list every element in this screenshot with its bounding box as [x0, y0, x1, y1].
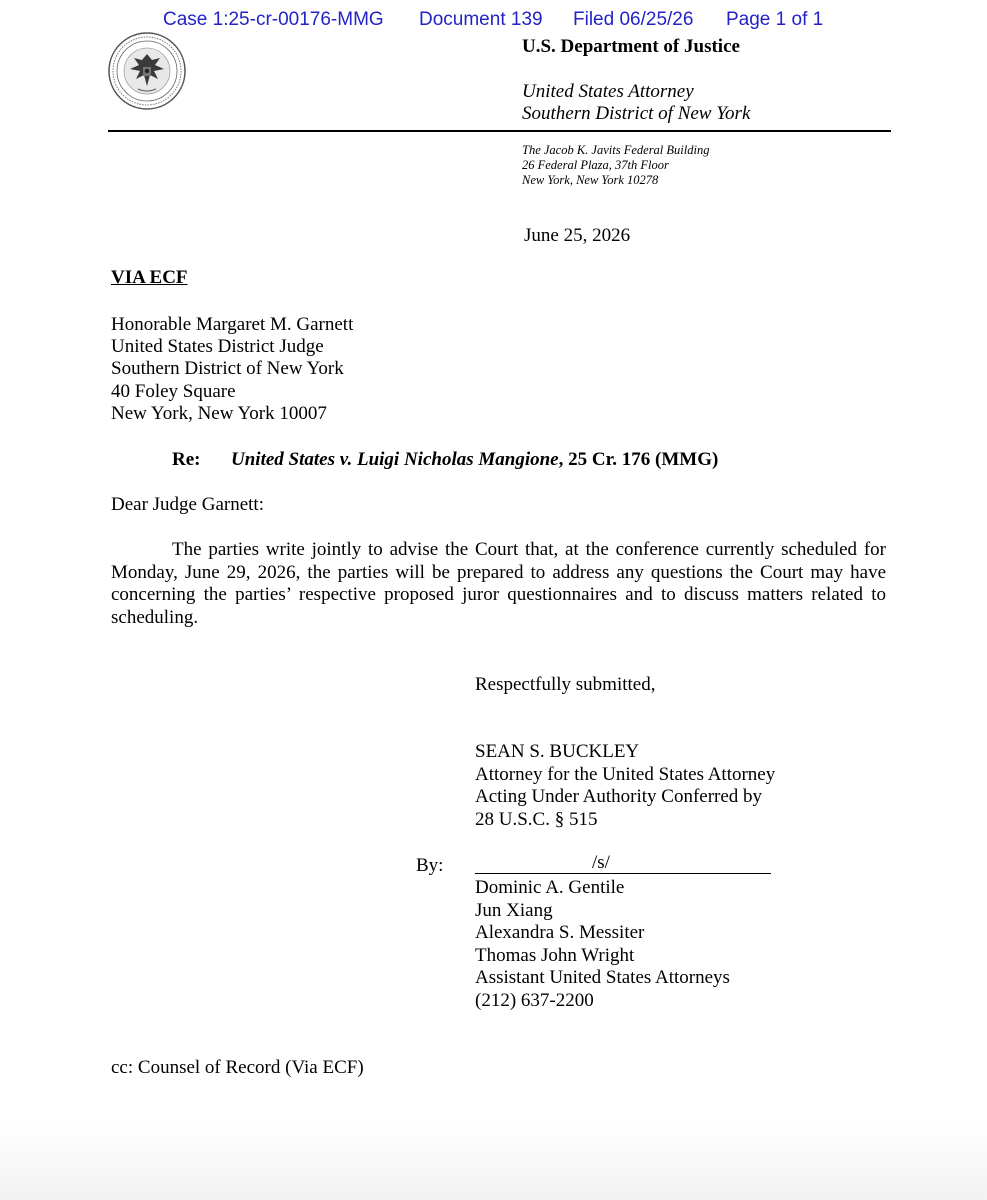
ecf-document-number: Document 139: [419, 9, 543, 30]
signatory-line: SEAN S. BUCKLEY: [475, 741, 640, 762]
attorney-line: Assistant United States Attorneys: [475, 967, 730, 988]
signature-line: [475, 873, 771, 874]
office-address-line: The Jacob K. Javits Federal Building: [522, 143, 710, 157]
doj-seal-icon: [108, 32, 186, 110]
attorney-line: Alexandra S. Messiter: [475, 922, 645, 943]
letterhead-rule: [108, 130, 891, 132]
attorney-line: Thomas John Wright: [475, 945, 635, 966]
recipient-line: Honorable Margaret M. Garnett: [111, 314, 354, 335]
office-address-line: 26 Federal Plaza, 37th Floor: [522, 158, 669, 172]
recipient-line: New York, New York 10007: [111, 403, 327, 424]
office-title: United States Attorney: [522, 81, 694, 102]
office-district: Southern District of New York: [522, 103, 751, 124]
page-bottom-shade: [0, 1120, 987, 1200]
ecf-page-count: Page 1 of 1: [726, 9, 824, 30]
salutation: Dear Judge Garnett:: [111, 494, 264, 515]
letter-body: [111, 539, 886, 629]
recipient-line: Southern District of New York: [111, 358, 344, 379]
attorney-phone: (212) 637-2200: [475, 990, 594, 1011]
re-case-name: United States v. Luigi Nicholas Mangione: [231, 449, 559, 470]
attorney-line: Dominic A. Gentile: [475, 877, 625, 898]
recipient-line: United States District Judge: [111, 336, 324, 357]
re-label: Re:: [172, 449, 201, 470]
signatory-line: Attorney for the United States Attorney: [475, 764, 776, 785]
department-name: U.S. Department of Justice: [522, 36, 740, 57]
delivery-method: VIA ECF: [111, 267, 188, 288]
re-case-number: , 25 Cr. 176 (MMG): [558, 449, 719, 470]
ecf-filed-date: Filed 06/25/26: [573, 9, 694, 30]
cc-line: cc: Counsel of Record (Via ECF): [111, 1057, 364, 1078]
letter-date: June 25, 2026: [524, 225, 631, 246]
electronic-signature: /s/: [592, 852, 610, 873]
ecf-case-number: Case 1:25-cr-00176-MMG: [163, 9, 384, 30]
re-case-caption: [231, 449, 718, 471]
closing: Respectfully submitted,: [475, 674, 656, 695]
by-label: By:: [416, 855, 444, 876]
signatory-line: Acting Under Authority Conferred by: [475, 786, 763, 807]
recipient-line: 40 Foley Square: [111, 381, 236, 402]
attorney-line: Jun Xiang: [475, 900, 553, 921]
office-address-line: New York, New York 10278: [522, 173, 659, 187]
signatory-line: 28 U.S.C. § 515: [475, 809, 598, 830]
body-paragraph: The parties write jointly to advise the Court that, at the conference currently scheduled for Monday, June 29, 2026, the parties will be prepared to address any questions the Court may have concerning the parties’ respective proposed juror questionnaires and to discuss matters related to scheduling.: [111, 539, 886, 628]
